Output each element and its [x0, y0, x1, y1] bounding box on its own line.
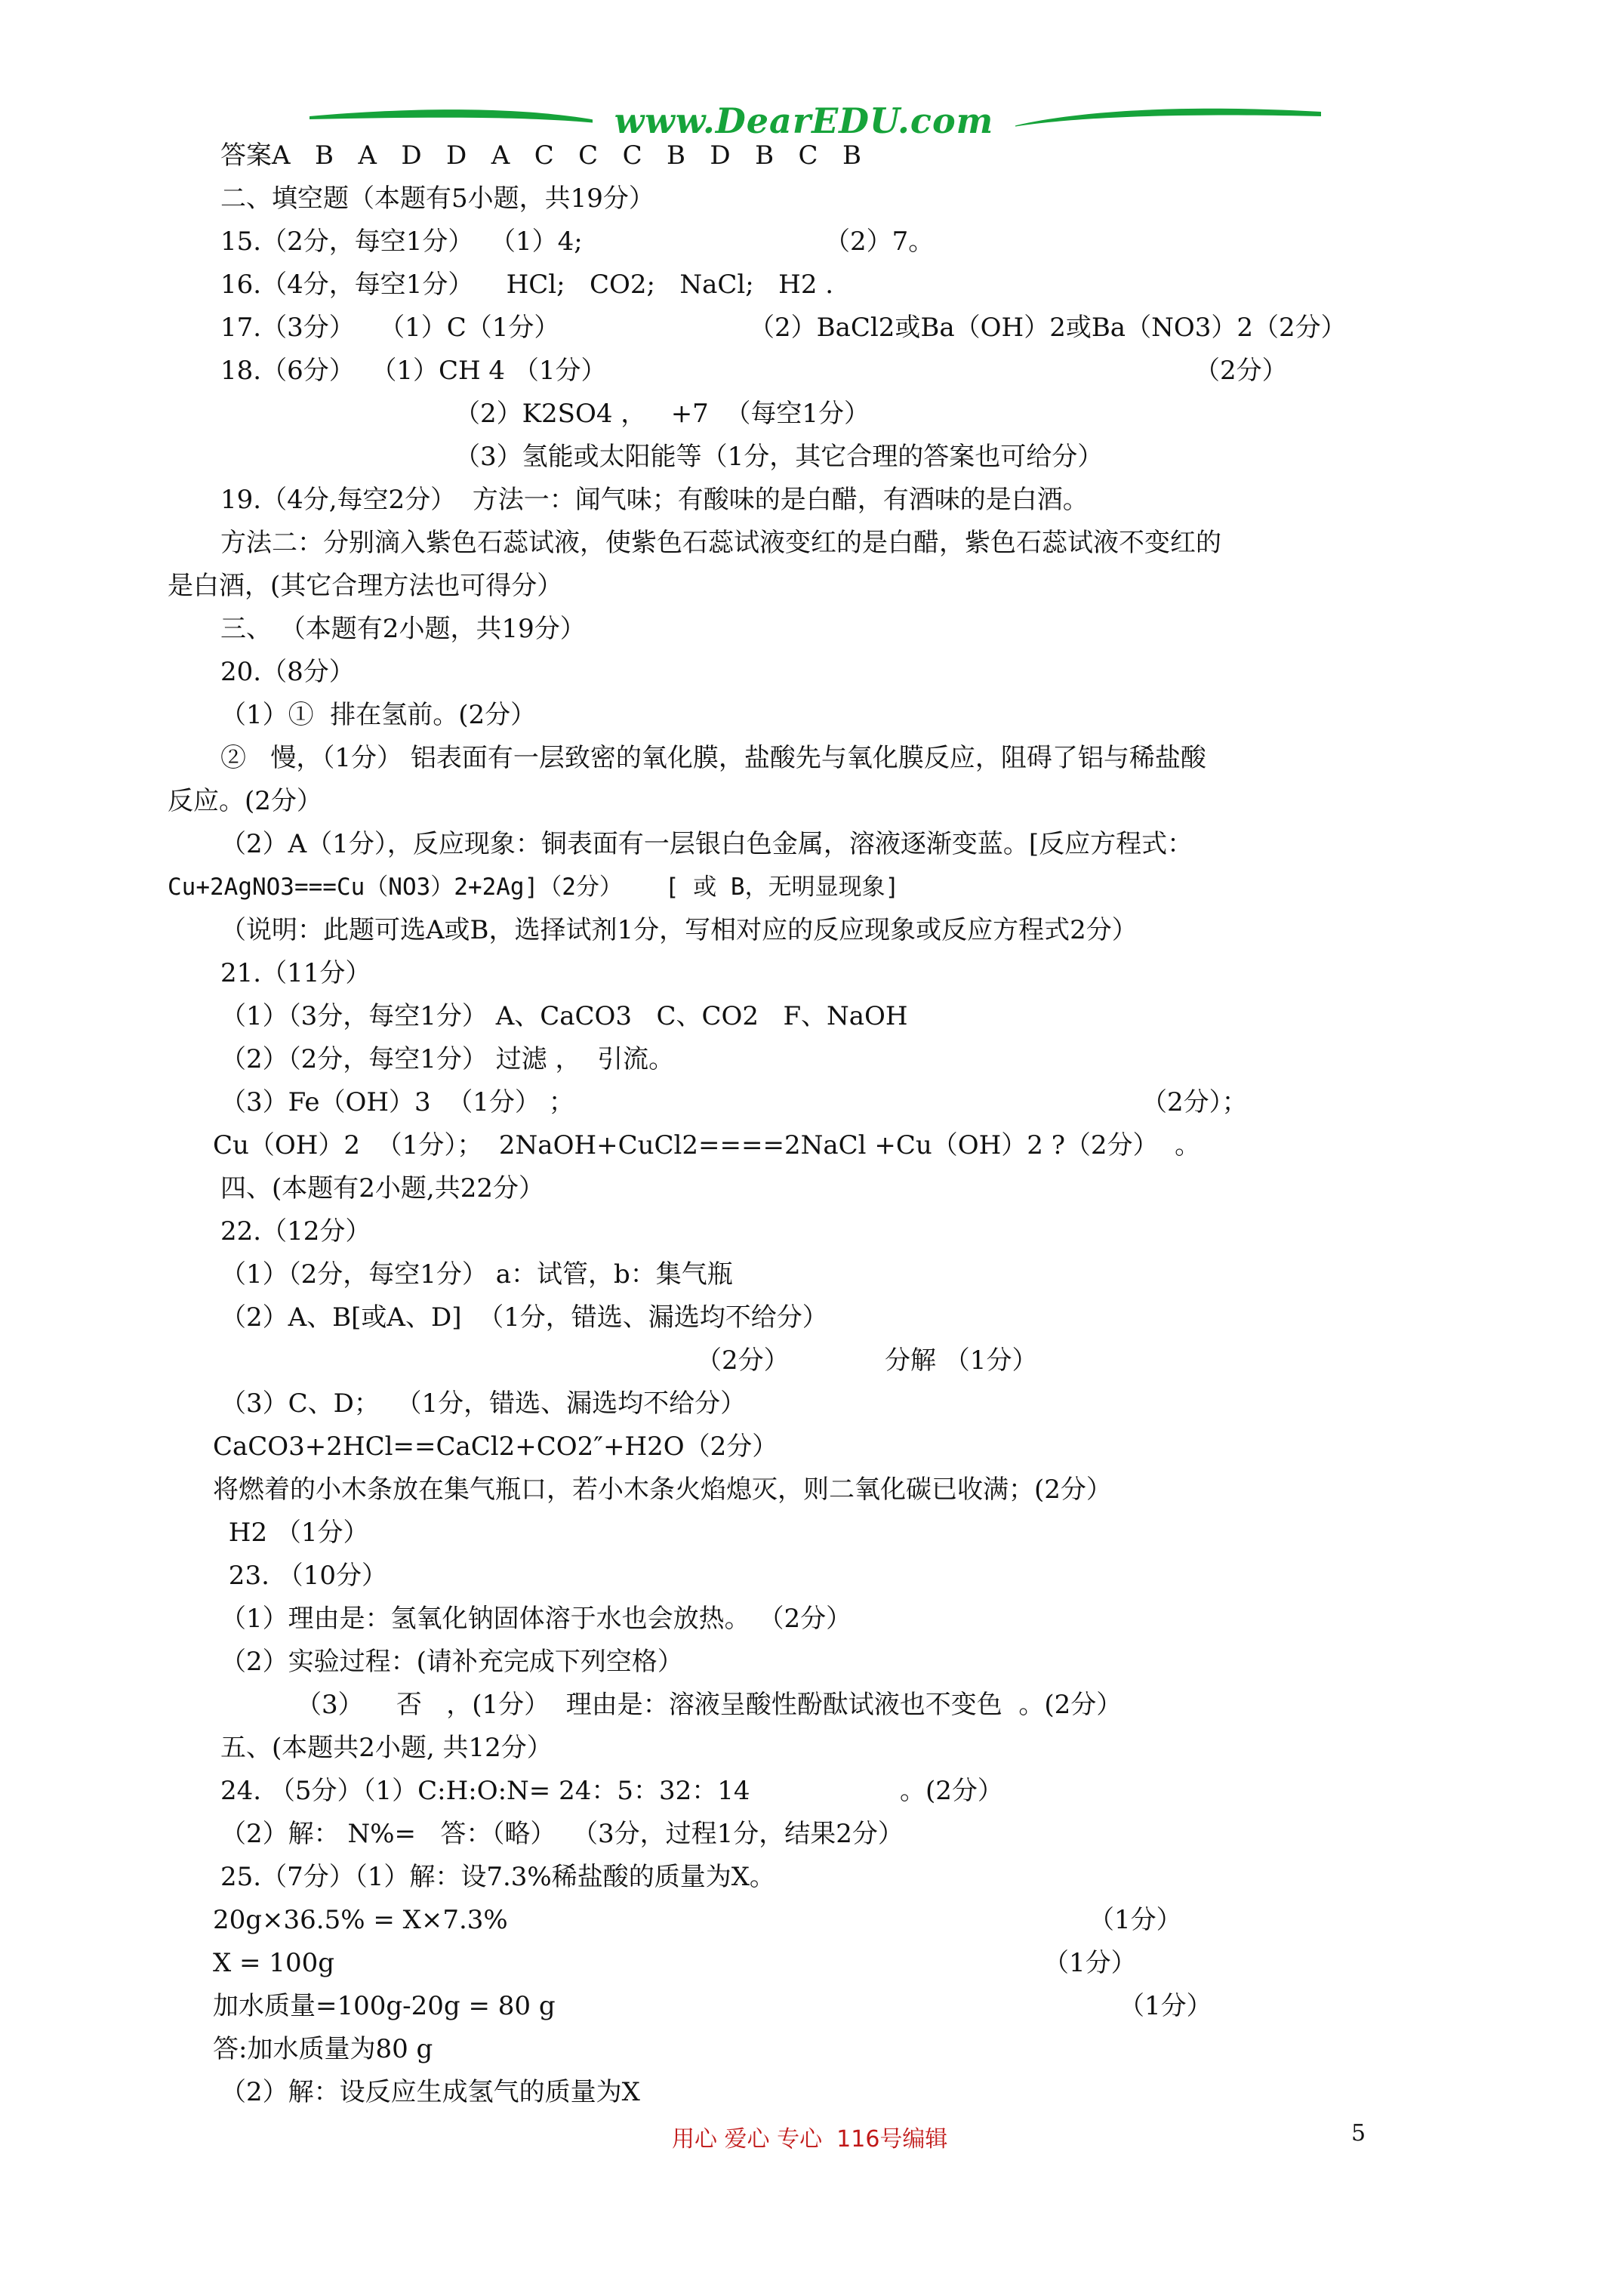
- text-segment: 15.（2分，每空1分） （1）4;: [220, 227, 583, 257]
- text-line: 答案A B A D D A C C C B D B C B: [220, 140, 861, 171]
- text-line: （1）理由是：氢氧化钠固体溶于水也会放热。 （2分）: [220, 1604, 852, 1634]
- text-line: [220, 1770, 1428, 1813]
- text-line: [213, 1899, 1428, 1942]
- text-line: （2）解： N%= 答：（略） （3分，过程1分，结果2分）: [220, 1819, 904, 1849]
- page-number: 5: [1351, 2120, 1366, 2147]
- text-segment: （2分）；: [1141, 1087, 1248, 1117]
- text-line: [213, 1942, 1428, 1985]
- text-line: Cu（OH）2 （1分）； 2NaOH+CuCl2====2NaCl +Cu（OH）2 ?（2分） 。: [213, 1130, 1201, 1160]
- text-line: （3）氢能或太阳能等（1分，其它合理的答案也可给分）: [454, 442, 1104, 472]
- text-line: 是白酒，(其它合理方法也可得分）: [168, 571, 563, 601]
- text-line: 19.（4分,每空2分） 方法一：闻气味；有酸味的是白醋，有酒味的是白酒。: [220, 485, 1089, 515]
- text-segment: 24. （5分）（1）C:H:O:N= 24：5：32：14: [220, 1776, 750, 1806]
- text-line: H2 （1分）: [220, 1518, 369, 1548]
- text-line: 将燃着的小木条放在集气瓶口，若小木条火焰熄灭，则二氧化碳已收满；(2分）: [213, 1475, 1112, 1505]
- section-heading: 五、(本题共2小题, 共12分）: [220, 1733, 553, 1763]
- text-line: Cu+2AgNO3===Cu（NO3）2+2Ag]（2分） [ 或 B，无明显现象]: [168, 874, 900, 901]
- text-line: CaCO3+2HCl==CaCl2+CO2″+H2O（2分）: [213, 1432, 778, 1462]
- footer-editor-note: 用心 爱心 专心 116号编辑: [672, 2126, 948, 2153]
- text-line: （3） 否 ，(1分） 理由是：溶液呈酸性酚酞试液也不变色 。(2分）: [296, 1690, 1123, 1720]
- text-segment: （2分）: [1194, 356, 1288, 386]
- text-segment: （2）BaCl2或Ba（OH）2或Ba（NO3）2（2分）: [749, 313, 1347, 343]
- text-line: （1）① 排在氢前。(2分）: [220, 700, 537, 730]
- text-segment: （1分）: [1043, 1948, 1137, 1978]
- text-line: （1）（2分，每空1分） a：试管，b：集气瓶: [220, 1259, 733, 1290]
- text-line: （2）实验过程：(请补充完成下列空格）: [220, 1647, 683, 1677]
- text-line: 方法二：分别滴入紫色石蕊试液，使紫色石蕊试液变红的是白醋，紫色石蕊试液不变红的: [220, 528, 1221, 558]
- text-segment: （2）7。: [824, 227, 935, 257]
- right-swoosh: [1004, 109, 1321, 128]
- text-segment: （2分）: [696, 1345, 790, 1376]
- text-line: （3）C、D； （1分，错选、漏选均不给分）: [220, 1388, 747, 1419]
- text-line: [220, 1081, 1428, 1124]
- text-line: [220, 307, 1428, 350]
- text-line: ② 慢，（1分） 铝表面有一层致密的氧化膜，盐酸先与氧化膜反应，阻碍了铝与稀盐酸: [220, 743, 1206, 773]
- text-line: 反应。(2分）: [168, 786, 322, 816]
- text-line: [220, 220, 1428, 264]
- text-segment: 17.（3分） （1）C（1分）: [220, 313, 560, 343]
- answer-key-content: [168, 134, 1428, 2114]
- text-line: 答:加水质量为80 g: [213, 2034, 433, 2064]
- text-line: （说明：此题可选A或B，选择试剂1分，写相对应的反应现象或反应方程式2分）: [220, 915, 1138, 945]
- section-heading: 四、(本题有2小题,共22分）: [220, 1173, 544, 1203]
- text-line: （2）K2SO4 ， +7 （每空1分）: [454, 399, 870, 429]
- text-segment: （1分）: [1089, 1905, 1182, 1935]
- left-swoosh: [310, 109, 627, 127]
- section-heading: 三、 （本题有2小题，共19分）: [220, 614, 586, 644]
- text-line: （1）（3分，每空1分） A、CaCO3 C、CO2 F、NaOH: [220, 1001, 908, 1031]
- text-segment: 。(2分）: [900, 1776, 1003, 1806]
- text-line: （2）（2分，每空1分） 过滤 ， 引流。: [220, 1044, 675, 1074]
- section-heading: 二、填空题（本题有5小题，共19分）: [220, 183, 654, 214]
- text-line: 20.（8分）: [220, 657, 355, 687]
- text-line: （2）A、B[或A、D] （1分，错选、漏选均不给分）: [220, 1302, 828, 1333]
- text-segment: X = 100g: [213, 1948, 334, 1978]
- text-line: 23. （10分）: [220, 1561, 387, 1591]
- text-line: 16.（4分，每空1分） HCl; CO2; NaCl; H2 .: [220, 270, 834, 300]
- text-segment: 20g×36.5% = X×7.3%: [213, 1905, 508, 1935]
- text-line: [220, 350, 1428, 393]
- text-segment: 18.（6分） （1）CH 4 （1分）: [220, 356, 607, 386]
- site-logo-text: www.DearEDU.com: [593, 100, 1015, 142]
- text-line: [213, 1985, 1428, 2028]
- text-line: 25.（7分）（1）解：设7.3%稀盐酸的质量为X。: [220, 1862, 775, 1892]
- text-line: 22.（12分）: [220, 1216, 371, 1247]
- text-line: （2）A（1分），反应现象：铜表面有一层银白色金属，溶液逐渐变蓝。[反应方程式：: [220, 829, 1193, 859]
- text-segment: 分解 （1分）: [885, 1345, 1038, 1376]
- page-footer: [0, 2120, 1623, 2158]
- text-line: （2）解：设反应生成氢气的质量为X: [220, 2077, 640, 2107]
- text-segment: （1分）: [1119, 1991, 1212, 2021]
- text-line: [220, 1339, 1428, 1382]
- text-segment: 加水质量=100g-20g = 80 g: [213, 1991, 556, 2021]
- text-segment: （3）Fe（OH）3 （1分） ；: [220, 1087, 574, 1117]
- text-line: 21.（11分）: [220, 958, 371, 988]
